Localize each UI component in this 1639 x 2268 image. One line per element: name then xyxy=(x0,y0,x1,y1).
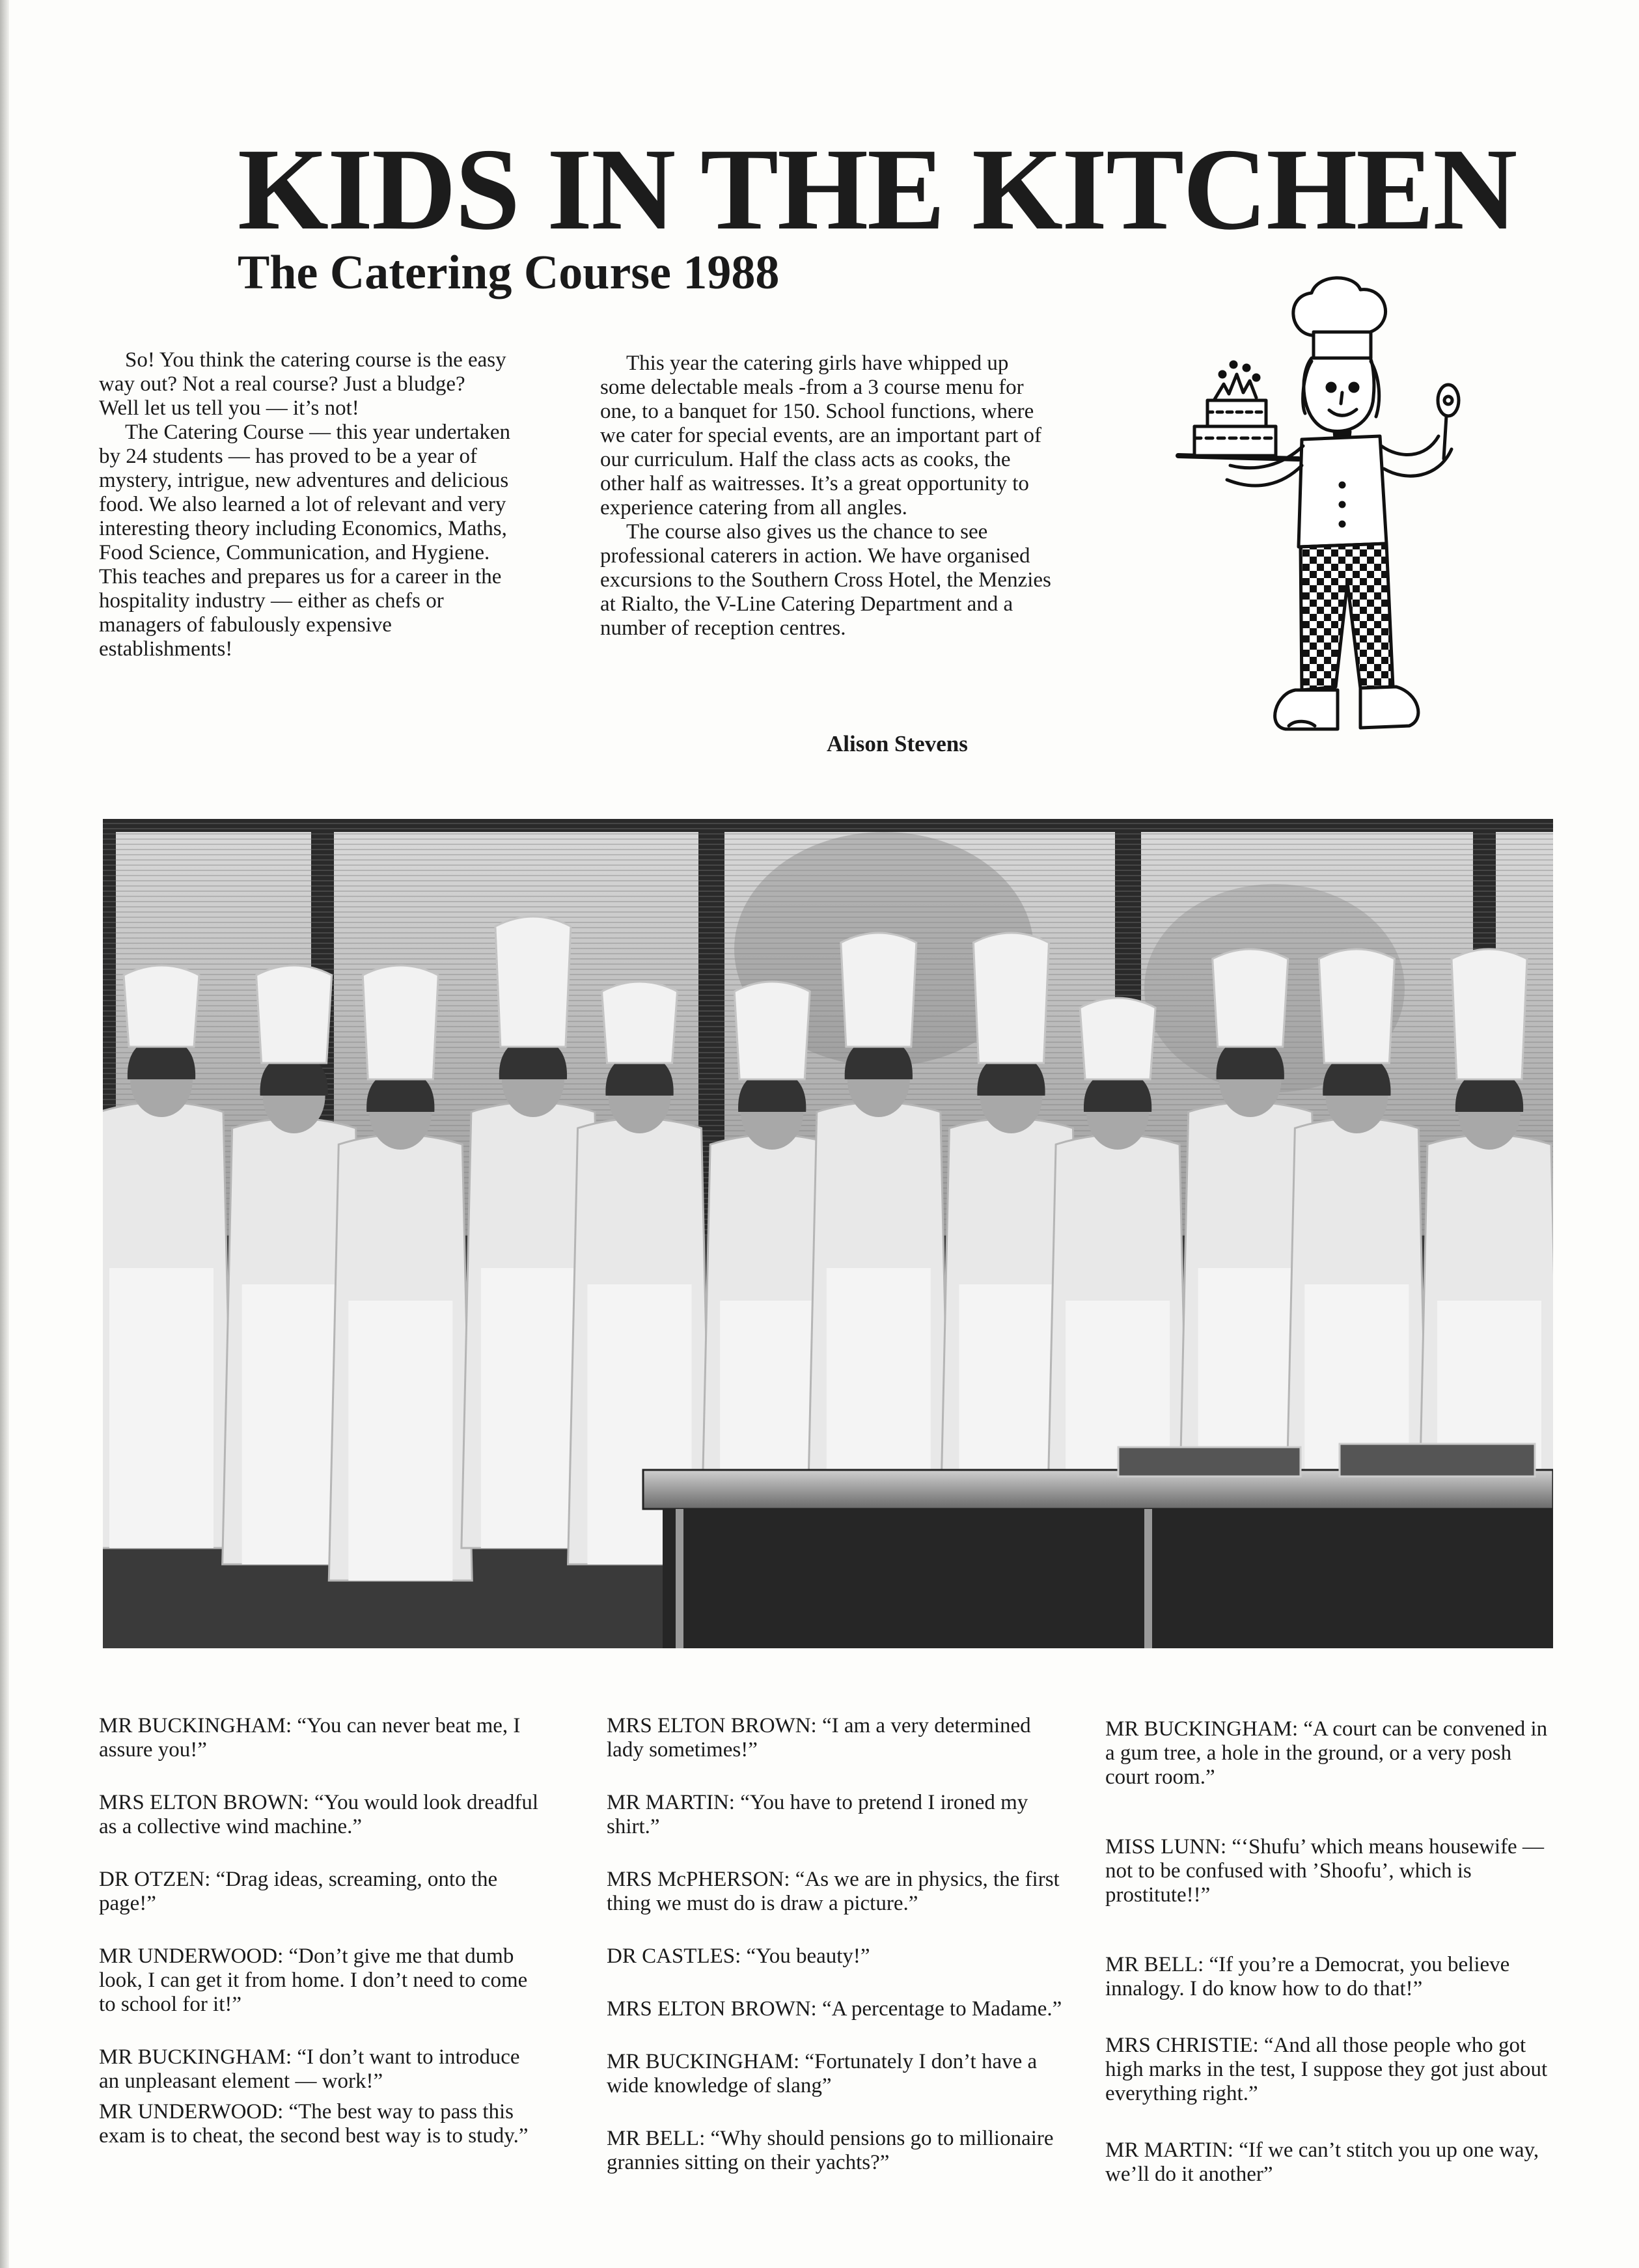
article-column-1 xyxy=(99,348,522,661)
teacher-quote: MR BELL: “If you’re a Democrat, you believe innalogy. I do know how to do that!” xyxy=(1105,1953,1510,2000)
teacher-quote: MRS CHRISTIE: “And all those people who got high marks in the test, I suppose they got just about everything right.” xyxy=(1105,2034,1548,2105)
teacher-quote: MRS McPHERSON: “As we are in physics, the first thing we must do is draw a picture.” xyxy=(607,1868,1060,1915)
article-paragraph: The course also gives us the chance to see professional caterers in action. We have organised excursions to the Southern Cross Hotel, the Menzies at Rialto, the V-Line Catering Department and a number of reception centres. xyxy=(600,520,1051,640)
page-title: KIDS IN THE KITCHEN xyxy=(238,124,1517,254)
teacher-quote: MR BUCKINGHAM: “I don’t want to introduce an unpleasant element — work!” xyxy=(99,2045,520,2093)
quotes-column-1 xyxy=(99,1714,542,2177)
article-column-2 xyxy=(600,352,1056,641)
teacher-quote: DR CASTLES: “You beauty!” xyxy=(607,1944,870,1968)
teacher-quote: MRS ELTON BROWN: “You would look dreadful as a collective wind machine.” xyxy=(99,1791,539,1838)
teacher-quote: MR BELL: “Why should pensions go to millionaire grannies sitting on their yachts?” xyxy=(607,2127,1054,2174)
page-edge-shadow xyxy=(0,0,9,2268)
teacher-quote: MISS LUNN: “‘Shufu’ which means housewife — not to be confused with ’Shoofu’, which is prostitute!!” xyxy=(1105,1835,1544,1907)
teacher-quote: MRS ELTON BROWN: “I am a very determined lady sometimes!” xyxy=(607,1714,1031,1762)
teacher-quote: MR UNDERWOOD: “Don’t give me that dumb look, I can get it from home. I don’t need to come to school for it!” xyxy=(99,1944,528,2016)
teacher-quote: MR MARTIN: “If we can’t stitch you up one way, we’ll do it another” xyxy=(1105,2138,1539,2186)
quotes-column-2 xyxy=(607,1714,1062,2204)
group-photo-catering-students xyxy=(103,819,1553,1648)
teacher-quote: MR BUCKINGHAM: “Fortunately I don’t have a wide knowledge of slang” xyxy=(607,2050,1038,2097)
article-paragraph: Well let us tell you — it’s not! xyxy=(99,396,359,420)
quotes-column-3 xyxy=(1105,1717,1561,2215)
photo-canvas xyxy=(103,819,1553,1648)
article-paragraph: So! You think the catering course is the easy way out? Not a real course? Just a bludge? xyxy=(99,348,506,396)
article-paragraph: The Catering Course — this year undertaken by 24 students — has proved to be a year of mystery, intrigue, new adventures and delicious food. We also learned a lot of relevant and very interesting theory including Economics, Maths, Food Science, Communication, and Hygiene. This teaches and prepares us for a career in the hospitality industry — either as chefs or managers of fabulously expensive establishments! xyxy=(99,421,510,661)
chef-cartoon-illustration xyxy=(1152,270,1465,765)
teacher-quote: MRS ELTON BROWN: “A percentage to Madame.” xyxy=(607,1997,1062,2021)
page-subtitle: The Catering Course 1988 xyxy=(238,246,780,300)
teacher-quote: MR UNDERWOOD: “The best way to pass this exam is to cheat, the second best way is to study.” xyxy=(99,2100,529,2148)
article-byline: Alison Stevens xyxy=(827,731,968,756)
teacher-quote: MR BUCKINGHAM: “You can never beat me, I assure you!” xyxy=(99,1714,521,1762)
teacher-quote: DR OTZEN: “Drag ideas, screaming, onto the page!” xyxy=(99,1868,498,1915)
article-paragraph: This year the catering girls have whipped up some delectable meals -from a 3 course menu for one, to a banquet for 150. School functions, where we cater for special events, are an important part of our curriculum. Half the class acts as cooks, the other half as waitresses. It’s a great opportunity to experience catering from all angles. xyxy=(600,352,1042,519)
teacher-quote: MR MARTIN: “You have to pretend I ironed my shirt.” xyxy=(607,1791,1028,1838)
teacher-quote: MR BUCKINGHAM: “A court can be convened in a gum tree, a hole in the ground, or a very posh court room.” xyxy=(1105,1717,1548,1789)
